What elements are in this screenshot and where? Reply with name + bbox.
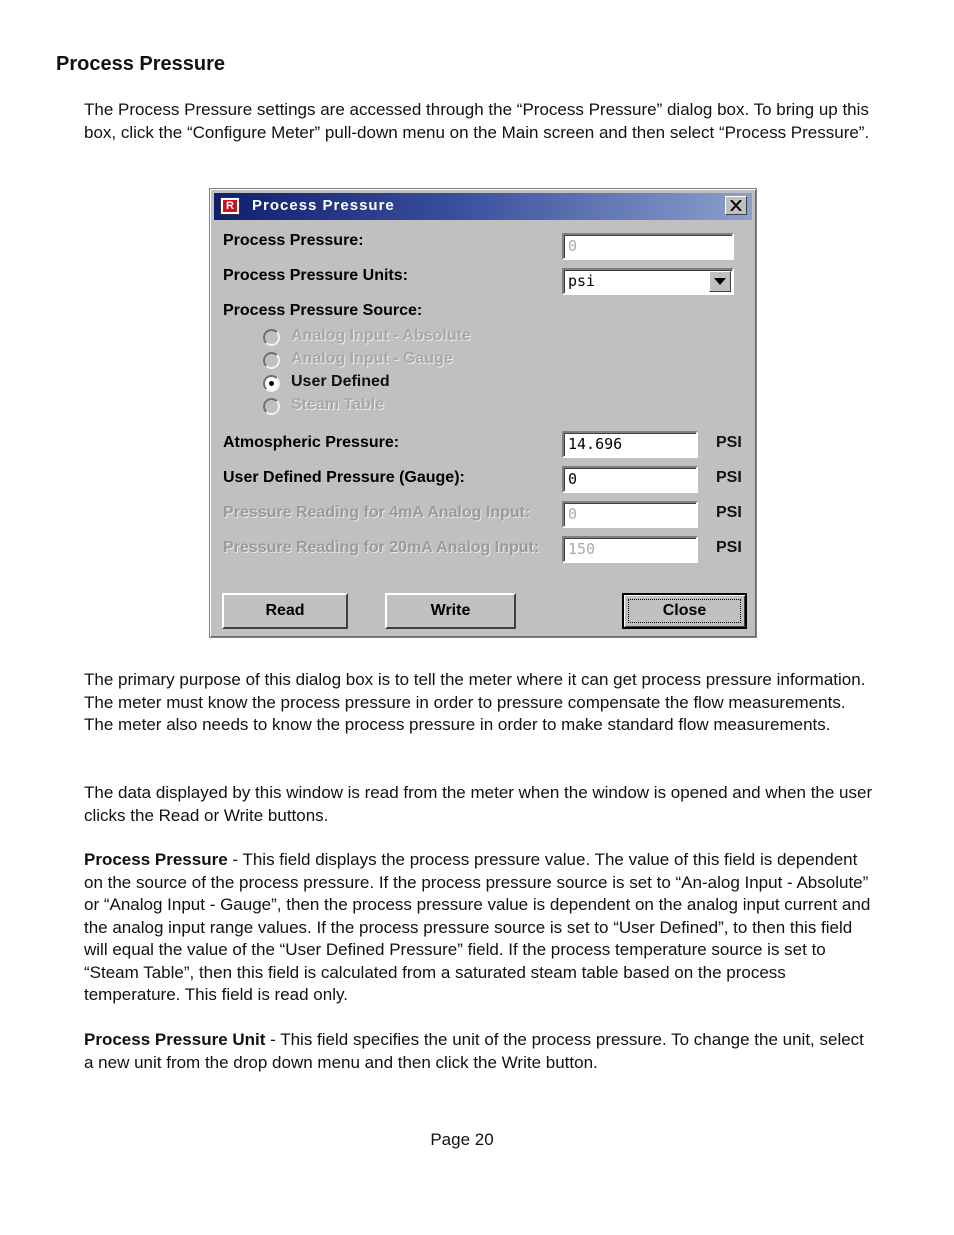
radio-button[interactable]: [263, 352, 280, 369]
radio-label: Analog Input - Absolute: [291, 327, 471, 344]
chevron-down-icon: [714, 278, 726, 286]
dialog-title: Process Pressure: [252, 197, 395, 214]
atmospheric-pressure-input[interactable]: 14.696: [562, 431, 698, 458]
purpose-paragraph: The primary purpose of this dialog box is to tell the meter where it can get process pressure information. The meter must know the process pressure in order to pressure compensate the flow measurements. The meter also needs to know the process pressure in order to make standard flow measurements.: [84, 670, 866, 734]
app-logo-icon: [220, 197, 240, 215]
reading-4ma-input[interactable]: 0: [562, 501, 698, 528]
process-pressure-description: [84, 849, 874, 1007]
reading-4ma-unit: PSI: [716, 504, 742, 521]
radio-button[interactable]: [263, 329, 280, 346]
dropdown-button[interactable]: [709, 271, 731, 292]
user-defined-pressure-input[interactable]: 0: [562, 466, 698, 493]
radio-selected-dot: [269, 381, 274, 386]
focus-outline: [628, 599, 741, 623]
close-icon: [730, 200, 742, 211]
data-paragraph: The data displayed by this window is read from the meter when the window is opened and when the user clicks the Read or Write buttons.: [84, 783, 873, 825]
units-select[interactable]: [562, 268, 734, 295]
process-pressure-unit-description: [84, 1029, 874, 1074]
close-button-label: Close: [662, 602, 707, 619]
process-pressure-field[interactable]: 0: [562, 233, 734, 260]
units-label: Process Pressure Units:: [223, 267, 408, 284]
radio-label: Steam Table: [291, 396, 385, 413]
intro-paragraph: The Process Pressure settings are accessed through the “Process Pressure” dialog box. To bring up this box, click the “Configure Meter” pull-down menu on the Main screen and then select “Process Pressure”.: [84, 100, 870, 142]
radio-label: User Defined: [291, 373, 390, 390]
reading-20ma-label: Pressure Reading for 20mA Analog Input:: [223, 539, 540, 556]
term-process-pressure: Process Pressure: [84, 850, 228, 869]
close-window-button[interactable]: [725, 196, 747, 215]
radio-button[interactable]: [263, 398, 280, 415]
process-pressure-text: - This field displays the process pressure value. The value of this field is dependent on the source of the process pressure. If the process pressure source is set to “An-alog Input - Absolute” or “Analog Input - Gauge”, then the process pressure value is dependent on the analog input current and the analog input range values. If the process pressure source is set to “User Defined”, to then this field will equal the value of the “User Defined Pressure” field. If the process temperature source is set to “Steam Table”, then this field is calculated from a saturated steam table based on the process temperature. This field is read only.: [84, 850, 871, 1004]
user-defined-pressure-label: User Defined Pressure (Gauge):: [223, 469, 465, 486]
atmospheric-pressure-label: Atmospheric Pressure:: [223, 434, 400, 451]
reading-4ma-label: Pressure Reading for 4mA Analog Input:: [223, 504, 531, 521]
app-logo-letter: R: [223, 200, 237, 212]
close-button[interactable]: [622, 593, 747, 629]
write-button[interactable]: Write: [385, 593, 516, 629]
page-number: Page 20: [430, 1130, 494, 1149]
section-heading: Process Pressure: [56, 53, 226, 75]
radio-button[interactable]: [263, 375, 280, 392]
reading-20ma-unit: PSI: [716, 539, 742, 556]
atmospheric-unit: PSI: [716, 434, 742, 451]
user-defined-unit: PSI: [716, 469, 742, 486]
read-button[interactable]: Read: [222, 593, 348, 629]
units-selected-value: psi: [568, 272, 596, 290]
term-process-pressure-unit: Process Pressure Unit: [84, 1030, 266, 1049]
process-pressure-label: Process Pressure:: [223, 232, 364, 249]
radio-label: Analog Input - Gauge: [291, 350, 453, 367]
dialog-titlebar[interactable]: [214, 193, 752, 220]
process-pressure-unit-text: - This field specifies the unit of the process pressure. To change the unit, select a new unit from the drop down menu and then click the Write button.: [84, 1030, 864, 1072]
source-label: Process Pressure Source:: [223, 302, 423, 319]
process-pressure-dialog: [209, 188, 757, 638]
reading-20ma-input[interactable]: 150: [562, 536, 698, 563]
